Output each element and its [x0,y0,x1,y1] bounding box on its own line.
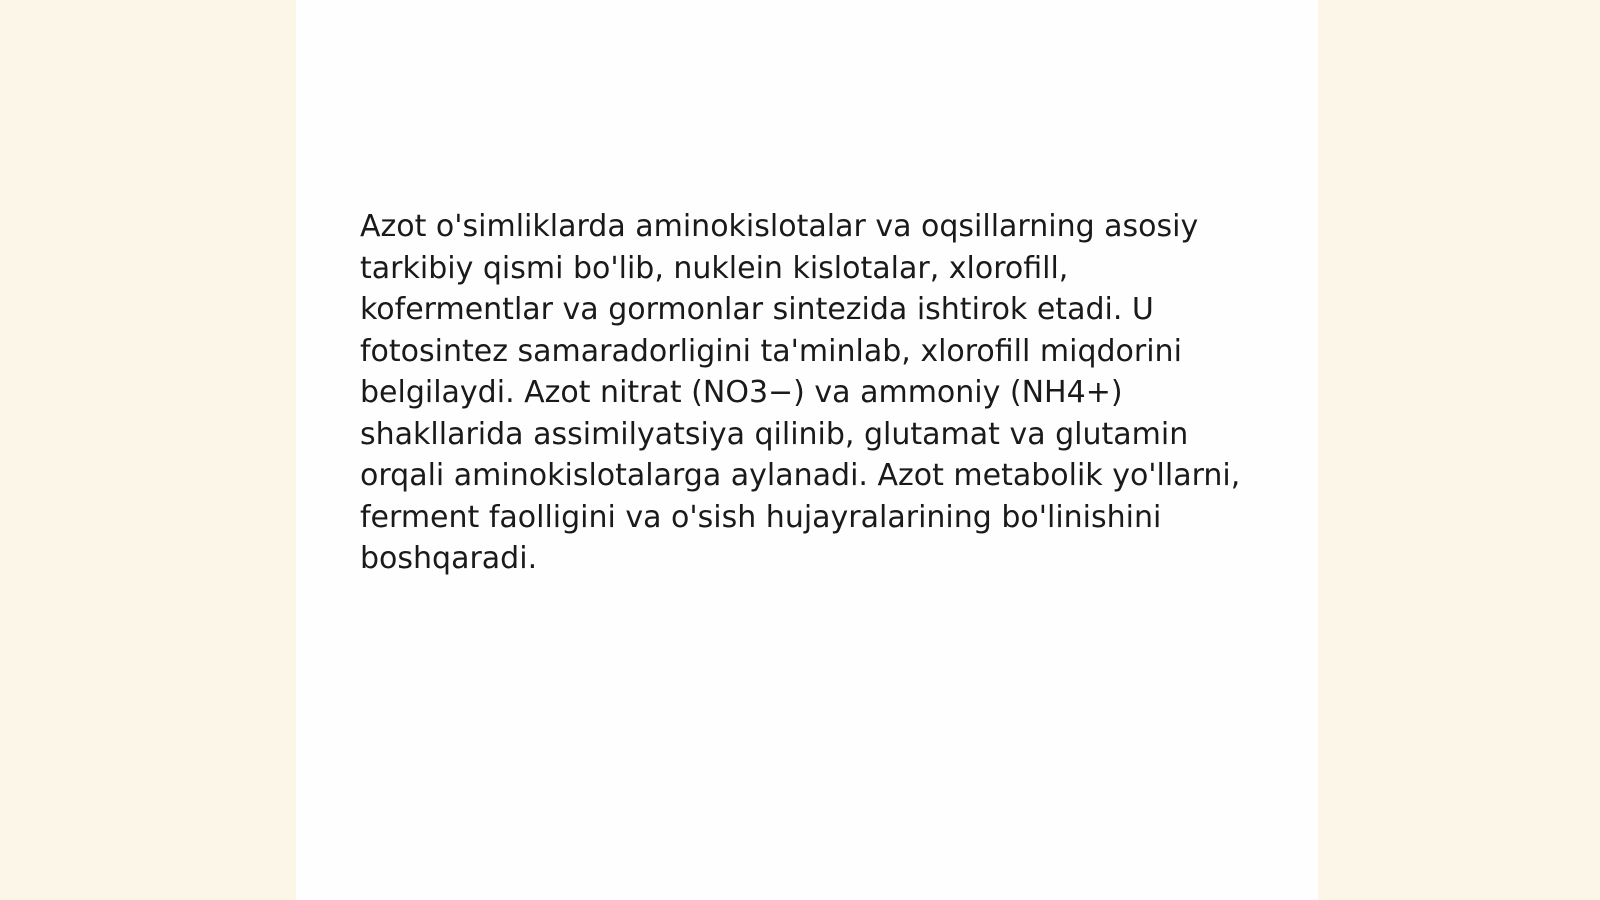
document-page [296,0,1318,900]
body-paragraph: Azot o'simliklarda aminokislotalar va oqsillarning asosiy tarkibiy qismi bo'lib, nuklein kislotalar, xlorofill, kofermentlar va gormonlar sintezida ishtirok etadi. U fotosintez samaradorligini ta'minlab, xlorofill miqdorini belgilaydi. Azot nitrat (NO3−) va ammoniy (NH4+) shakllarida assimilyatsiya qilinib, glutamat va glutamin orqali aminokislotalarga aylanadi. Azot metabolik yo'llarni, ferment faolligini va o'sish hujayralarining bo'linishini boshqaradi. [360,209,1241,576]
